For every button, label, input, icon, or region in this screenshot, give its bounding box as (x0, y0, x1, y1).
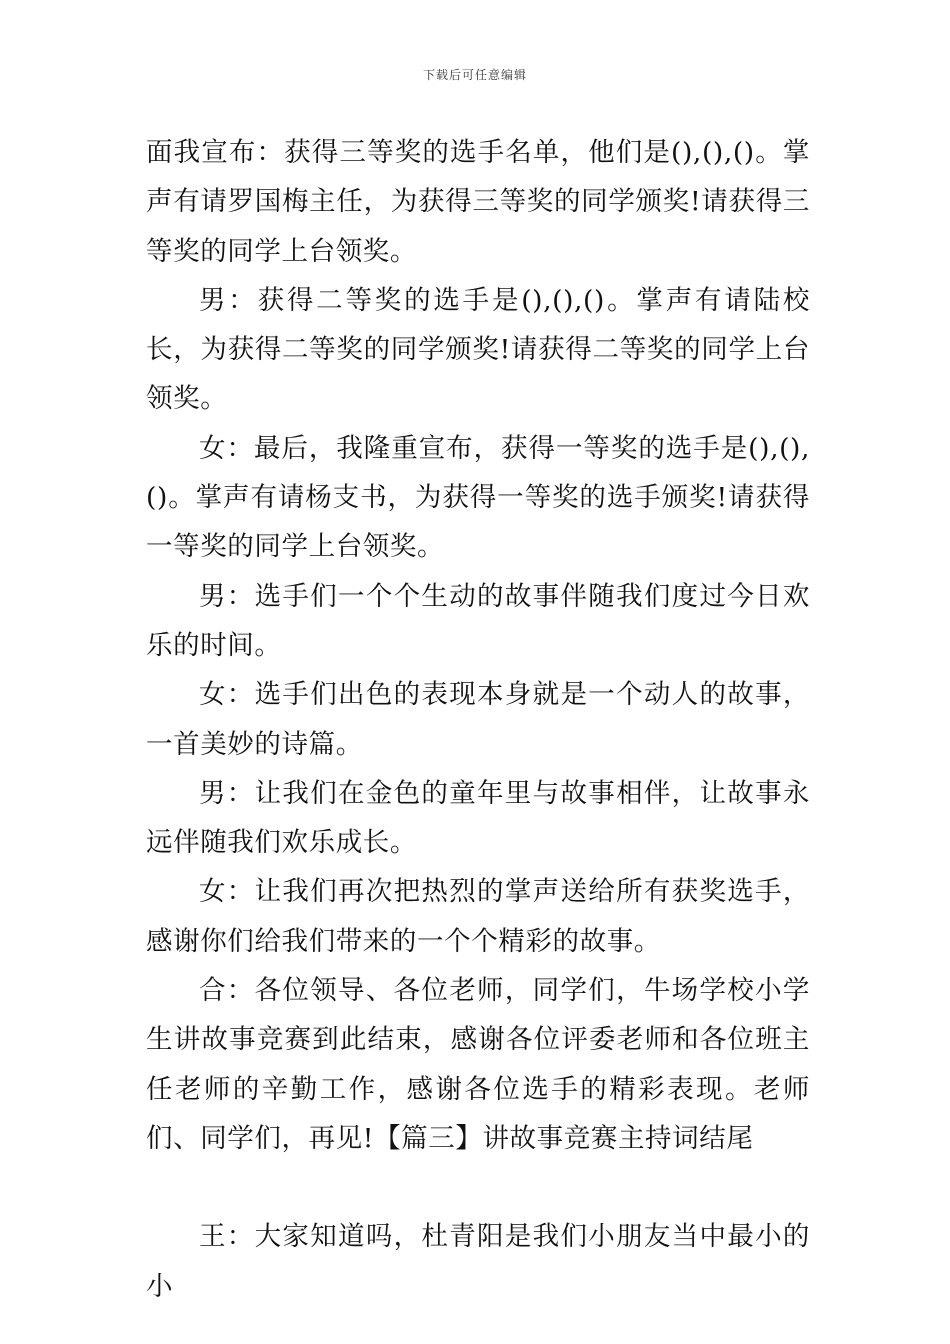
paragraph-female-applause: 女：让我们再次把热烈的掌声送给所有获奖选手，感谢你们给我们带来的一个个精彩的故事。 (146, 876, 810, 957)
paragraph-wang: 王：大家知道吗，杜青阳是我们小朋友当中最小的小 (146, 1221, 810, 1302)
paragraph-continued: 面我宣布：获得三等奖的选手名单，他们是(),(),()。掌声有请罗国梅主任，为获得三等奖的同学颁奖!请获得三等奖的同学上台领奖。 (146, 137, 810, 267)
paragraph-gap (146, 1163, 810, 1212)
paragraph-second-prize: 男：获得二等奖的选手是(),(),()。掌声有请陆校长，为获得二等奖的同学颁奖!请获得二等奖的同学上台领奖。 (146, 284, 810, 415)
paragraph-male-stories: 男：选手们一个个生动的故事伴随我们度过今日欢乐的时间。 (146, 580, 810, 661)
document-body (146, 128, 810, 1311)
header-note: 下载后可任意编辑 (422, 68, 527, 82)
paragraph-male-childhood: 男：让我们在金色的童年里与故事相伴，让故事永远伴随我们欢乐成长。 (146, 777, 810, 859)
paragraph-female-performance: 女：选手们出色的表现本身就是一个动人的故事，一首美妙的诗篇。 (146, 679, 810, 760)
paragraph-first-prize: 女：最后，我隆重宣布，获得一等奖的选手是(),(),()。掌声有请杨支书，为获得一等奖的选手颁奖!请获得一等奖的同学上台领奖。 (146, 432, 810, 563)
paragraph-closing: 合：各位领导、各位老师，同学们，牛场学校小学生讲故事竞赛到此结束，感谢各位评委老师和各位班主任老师的辛勤工作，感谢各位选手的精彩表现。老师们、同学们，再见!【篇三】讲故事竞赛主持词结尾 (146, 975, 810, 1154)
